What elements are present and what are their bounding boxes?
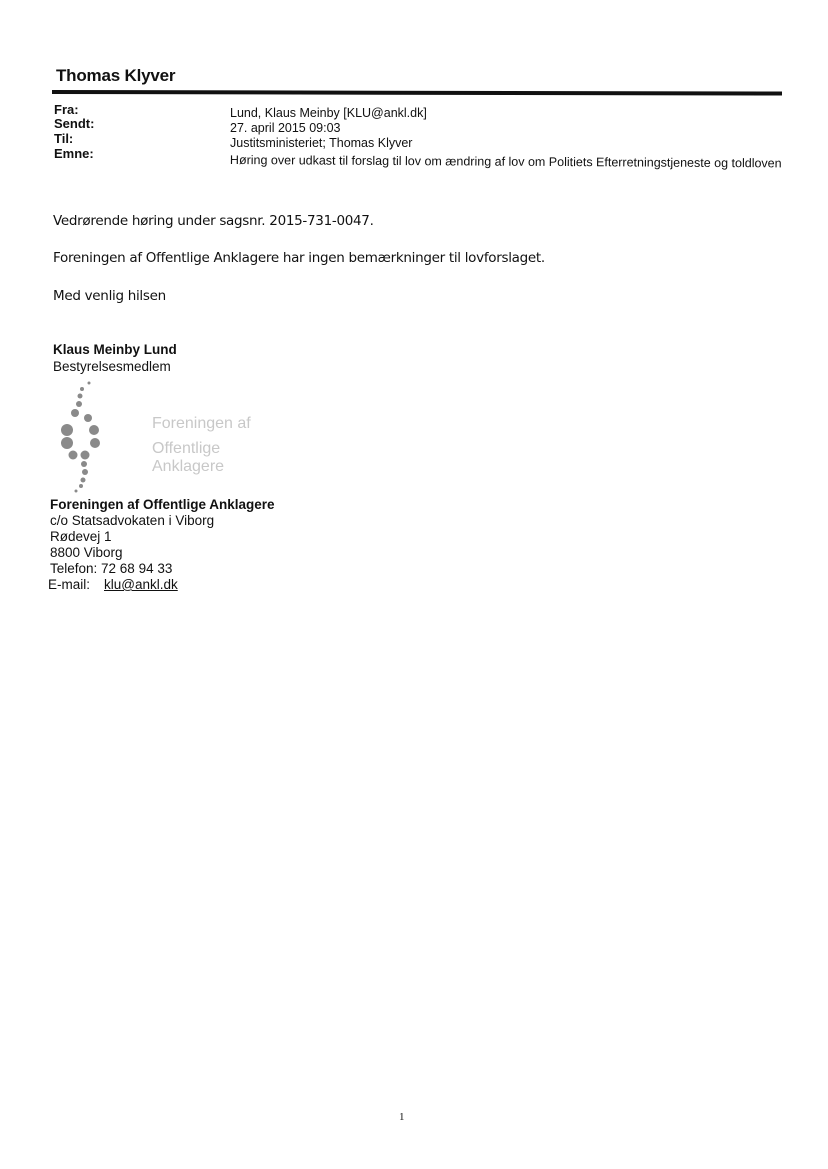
logo-text-line-2: Offentlige Anklagere [152, 440, 225, 475]
organization-name: Foreningen af Offentlige Anklagere [50, 497, 275, 512]
sent-label: Sendt: [54, 116, 95, 131]
address-line-street: Rødevej 1 [50, 529, 112, 544]
address-line-city: 8800 Viborg [50, 545, 123, 560]
page-number: 1 [399, 1111, 405, 1123]
email-label: E-mail: [48, 577, 91, 592]
association-logo [54, 378, 274, 498]
email-link[interactable]: klu@ankl.dk [104, 577, 178, 592]
subject-value: Høring over udkast til forslag til lov om ændring af lov om Politiets Efterretningstjeneste og toldloven [229, 153, 782, 171]
signature-role: Bestyrelsesmedlem [53, 359, 171, 374]
address-line-care-of: c/o Statsadvokaten i Viborg [50, 513, 215, 528]
to-value: Justitsministeriet; Thomas Klyver [230, 136, 413, 150]
body-line-closing: Med venlig hilsen [53, 288, 166, 304]
logo-text-line-1: Foreningen af [152, 415, 251, 432]
phone-line: Telefon: 72 68 94 33 [50, 561, 173, 576]
from-value: Lund, Klaus Meinby [KLU@ankl.dk] [230, 106, 427, 120]
logo-dots-icon [54, 378, 114, 498]
to-label: Til: [54, 131, 74, 146]
body-line-statement: Foreningen af Offentlige Anklagere har ingen bemærkninger til lovforslaget. [53, 250, 545, 266]
from-label: Fra: [54, 102, 79, 117]
header-rule [52, 90, 782, 96]
body-line-reference: Vedrørende høring under sagsnr. 2015-731-0047. [53, 213, 374, 229]
subject-label: Emne: [54, 146, 94, 161]
mailbox-owner: Thomas Klyver [56, 66, 176, 85]
sent-value: 27. april 2015 09:03 [230, 121, 341, 135]
signature-name: Klaus Meinby Lund [53, 342, 177, 357]
